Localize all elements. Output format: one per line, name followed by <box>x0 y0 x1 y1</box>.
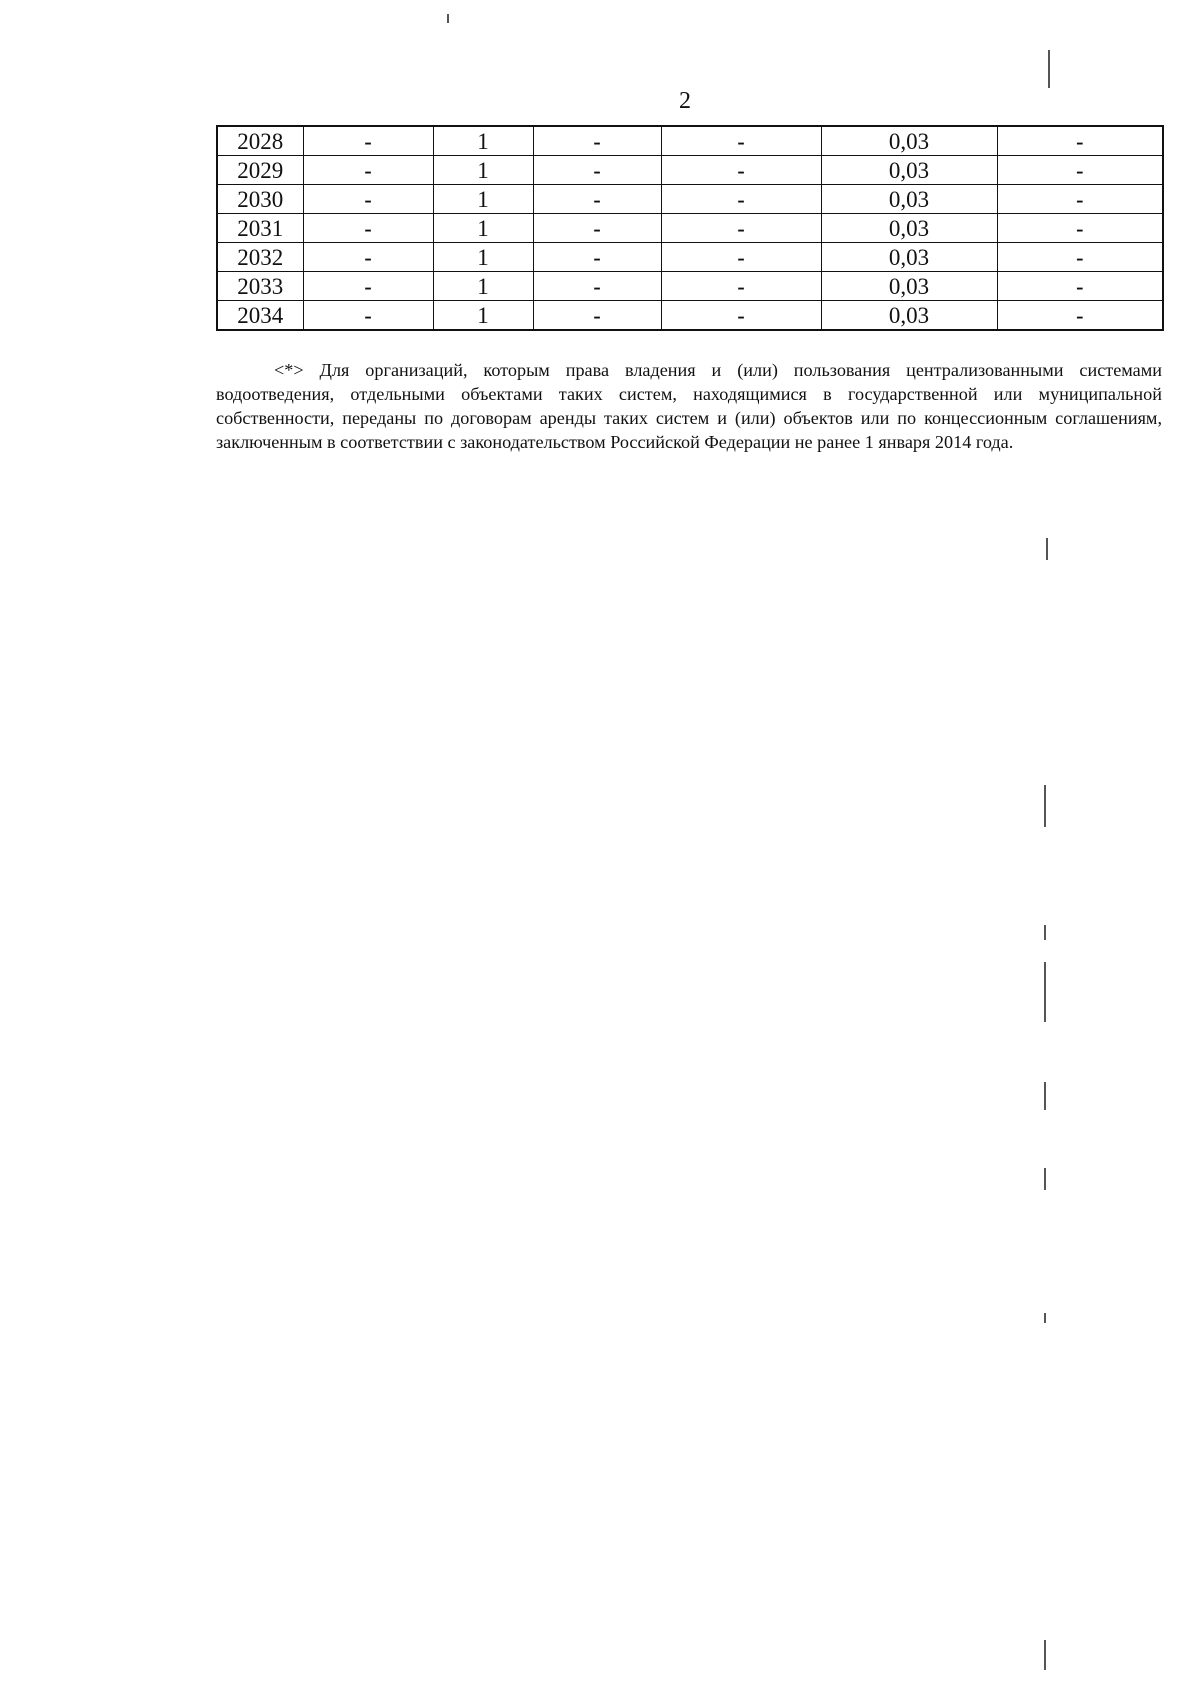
table-cell: - <box>997 301 1163 331</box>
table-row <box>217 185 1163 214</box>
scan-mark <box>447 14 449 23</box>
table-cell: - <box>997 126 1163 156</box>
table-cell: - <box>997 243 1163 272</box>
scan-mark <box>1048 50 1050 88</box>
table-cell: 0,03 <box>821 156 997 185</box>
scan-mark <box>1044 1168 1046 1190</box>
scan-mark <box>1044 1640 1046 1670</box>
table-cell: - <box>661 156 821 185</box>
table-cell-year: 2028 <box>217 126 303 156</box>
table-cell: - <box>661 126 821 156</box>
table-cell: - <box>303 126 433 156</box>
table-cell: - <box>661 301 821 331</box>
table-cell: 1 <box>433 126 533 156</box>
scan-mark <box>1044 925 1046 940</box>
table-cell-year: 2030 <box>217 185 303 214</box>
table-cell-year: 2031 <box>217 214 303 243</box>
table-cell: - <box>303 156 433 185</box>
table-cell: - <box>997 156 1163 185</box>
table-cell: - <box>303 243 433 272</box>
table-cell: - <box>661 214 821 243</box>
table-row <box>217 301 1163 331</box>
footnote: <*> Для организаций, которым права владения и (или) пользования централизованными системами водоотведения, отдельными объектами таких систем, находящимися в государственной или муниципальной собственности, переданы по договорам аренды таких систем и (или) объектов или по концессионным соглашениям, заключенным в соответствии с законодательством Российской Федерации не ранее 1 января 2014 года. <box>216 360 1162 452</box>
scan-mark <box>1044 962 1046 1022</box>
table-cell: - <box>533 156 661 185</box>
table-cell: 0,03 <box>821 272 997 301</box>
page-number: 2 <box>679 88 691 114</box>
table-cell: 1 <box>433 243 533 272</box>
table-cell: - <box>303 301 433 331</box>
table-cell-year: 2032 <box>217 243 303 272</box>
table-row <box>217 126 1163 156</box>
scan-mark <box>1046 538 1048 560</box>
table-cell: - <box>997 214 1163 243</box>
table-cell: 0,03 <box>821 185 997 214</box>
table-cell: - <box>303 214 433 243</box>
scan-mark <box>1044 785 1046 827</box>
table-cell: - <box>661 185 821 214</box>
table-row <box>217 214 1163 243</box>
table-row <box>217 243 1163 272</box>
table-cell: - <box>997 272 1163 301</box>
table-cell: - <box>997 185 1163 214</box>
table-cell: 0,03 <box>821 243 997 272</box>
table-cell: 1 <box>433 214 533 243</box>
table-cell: 1 <box>433 185 533 214</box>
scan-mark <box>1044 1082 1046 1110</box>
table-cell: - <box>533 301 661 331</box>
scan-mark <box>1044 1313 1046 1323</box>
table-cell: - <box>303 185 433 214</box>
data-table <box>216 125 1164 331</box>
table-cell: - <box>661 243 821 272</box>
table-body <box>217 126 1163 330</box>
table-cell: - <box>533 214 661 243</box>
table-cell: - <box>661 272 821 301</box>
table-cell-year: 2029 <box>217 156 303 185</box>
table-cell: - <box>533 243 661 272</box>
table-cell: 0,03 <box>821 214 997 243</box>
table-cell-year: 2034 <box>217 301 303 331</box>
table-cell: 0,03 <box>821 301 997 331</box>
table-cell: 1 <box>433 272 533 301</box>
table-cell: 1 <box>433 301 533 331</box>
table-cell: 1 <box>433 156 533 185</box>
table-cell: 0,03 <box>821 126 997 156</box>
table-cell: - <box>533 272 661 301</box>
table-row <box>217 156 1163 185</box>
table-cell: - <box>303 272 433 301</box>
table-cell: - <box>533 185 661 214</box>
table-row <box>217 272 1163 301</box>
table-cell: - <box>533 126 661 156</box>
table-cell-year: 2033 <box>217 272 303 301</box>
